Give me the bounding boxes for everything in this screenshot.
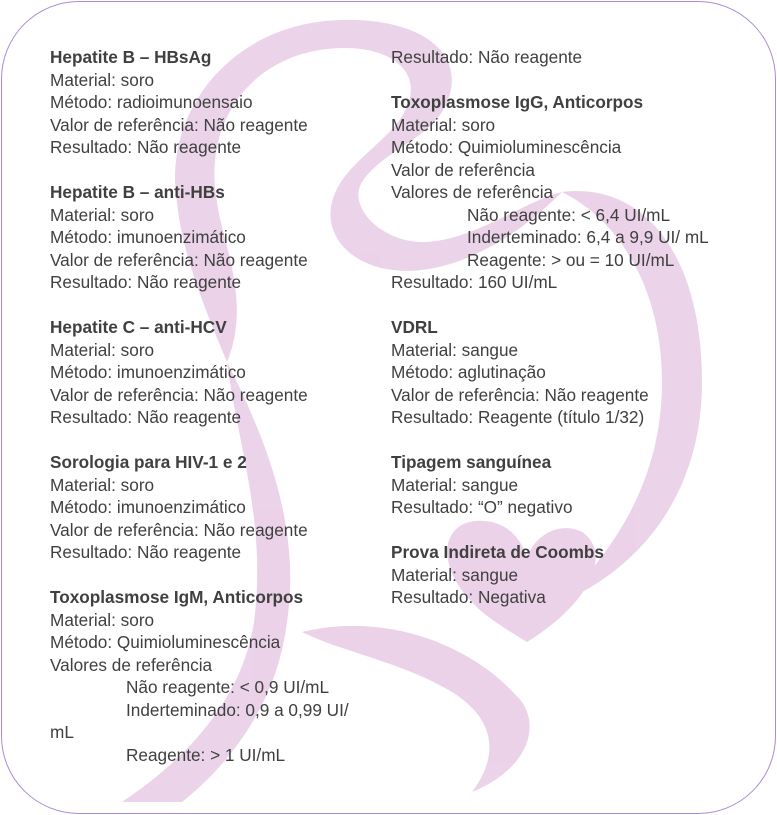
- exam-coombs: [391, 541, 709, 609]
- exam-result: Resultado: “O” negativo: [391, 497, 573, 517]
- exam-reference: Valor de referência: Não reagente: [391, 384, 649, 405]
- exam-title: Hepatite C – anti-HCV: [50, 317, 227, 337]
- exam-result: Resultado: Não reagente: [50, 272, 242, 292]
- exam-result: Resultado: Não reagente: [50, 542, 242, 562]
- exam-result: Resultado: 160 UI/mL: [391, 272, 558, 292]
- exam-method: Método: radioimunoensaio: [50, 92, 253, 112]
- exam-reference: Valor de referência: Não reagente: [50, 249, 308, 270]
- exam-material: Material: soro: [50, 69, 155, 90]
- exam-title: Hepatite B – anti-HBs: [50, 182, 225, 202]
- exam-reference: Valor de referência: [391, 159, 535, 180]
- exam-title: Prova Indireta de Coombs: [391, 542, 604, 562]
- exam-material: Material: sangue: [391, 564, 519, 585]
- reference-nonreactive: Não reagente: < 0,9 UI/mL: [126, 677, 330, 697]
- exam-hiv: [50, 451, 349, 564]
- exam-title: Tipagem sanguínea: [391, 452, 552, 472]
- exam-toxoplasmose-igm: [50, 586, 349, 766]
- reference-reactive: Reagente: > 1 UI/mL: [126, 744, 286, 765]
- exam-result: Resultado: Reagente (título 1/32): [391, 407, 645, 427]
- exam-method: Método: Quimioluminescência: [391, 137, 622, 157]
- exam-title: Toxoplasmose IgM, Anticorpos: [50, 587, 304, 607]
- exam-method: Método: imunoenzimático: [50, 362, 246, 382]
- reference-indeterminate-wrap: mL: [50, 722, 74, 742]
- exam-material: Material: sangue: [391, 339, 519, 360]
- exam-reference: Valor de referência: Não reagente: [50, 519, 308, 540]
- exam-material: Material: soro: [50, 339, 155, 360]
- exam-result: Resultado: Negativa: [391, 587, 546, 607]
- exam-method: Método: aglutinação: [391, 362, 546, 382]
- exam-result: Resultado: Não reagente: [391, 47, 583, 67]
- exam-vdrl: [391, 316, 709, 429]
- exam-reference-heading: Valores de referência: [50, 654, 213, 675]
- exam-result: Resultado: Não reagente: [50, 137, 242, 157]
- exam-toxoplasmose-igm-result: [391, 46, 709, 69]
- reference-indeterminate: Inderteminado: 6,4 a 9,9 UI/ mL: [467, 227, 709, 247]
- reference-indeterminate: Inderteminado: 0,9 a 0,99 UI/: [126, 699, 349, 720]
- exam-method: Método: imunoenzimático: [50, 497, 246, 517]
- exam-method: Método: imunoenzimático: [50, 227, 246, 247]
- exam-tipagem-sanguinea: [391, 451, 709, 519]
- exam-material: Material: soro: [50, 474, 155, 495]
- exam-method: Método: Quimioluminescência: [50, 632, 281, 652]
- document-frame: [1, 1, 776, 814]
- reference-reactive: Reagente: > ou = 10 UI/mL: [467, 249, 675, 270]
- exam-material: Material: soro: [50, 609, 155, 630]
- exam-title: Sorologia para HIV-1 e 2: [50, 452, 247, 472]
- exam-material: Material: soro: [391, 114, 496, 135]
- exam-anti-hbs: [50, 181, 349, 294]
- reference-nonreactive: Não reagente: < 6,4 UI/mL: [467, 204, 671, 225]
- exam-material: Material: soro: [50, 204, 155, 225]
- exam-result: Resultado: Não reagente: [50, 407, 242, 427]
- exam-anti-hcv: [50, 316, 349, 429]
- exam-title: VDRL: [391, 317, 438, 337]
- left-column: [50, 46, 349, 766]
- exam-title: Toxoplasmose IgG, Anticorpos: [391, 92, 644, 112]
- right-column: [391, 46, 709, 609]
- exam-material: Material: sangue: [391, 474, 519, 495]
- exam-reference: Valor de referência: Não reagente: [50, 114, 308, 135]
- exam-reference-heading: Valores de referência: [391, 182, 554, 202]
- exam-hbsag: [50, 46, 349, 159]
- exam-title: Hepatite B – HBsAg: [50, 47, 212, 67]
- exam-toxoplasmose-igg: [391, 91, 709, 294]
- exam-reference: Valor de referência: Não reagente: [50, 384, 308, 405]
